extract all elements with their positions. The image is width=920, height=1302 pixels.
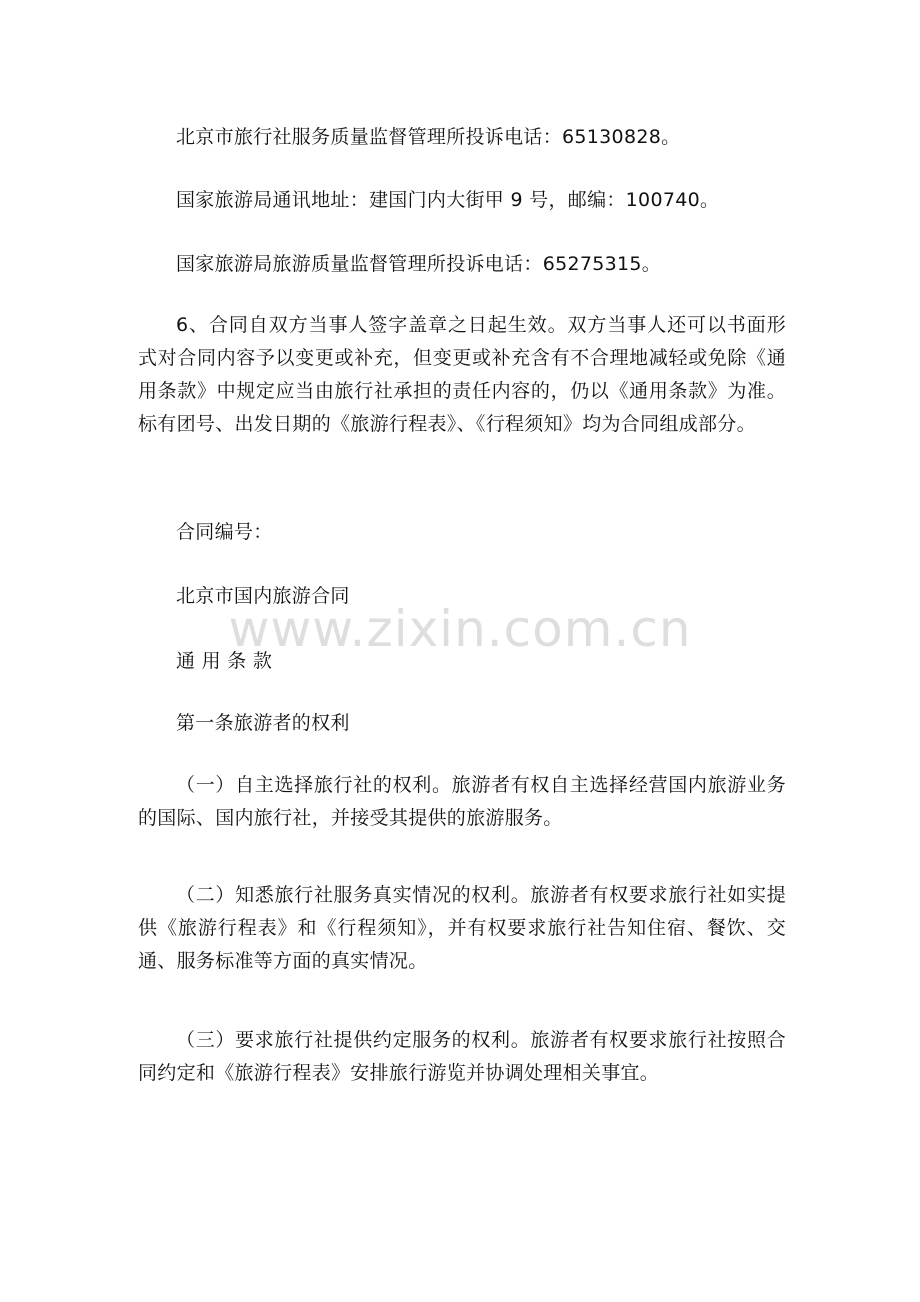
paragraph-contract-number: 合同编号：: [176, 521, 273, 543]
paragraph-right-2: （二）知悉旅行社服务真实情况的权利。旅游者有权要求旅行社如实提供《旅游行程表》和《行程须知》，并有权要求旅行社告知住宿、餐饮、交通、服务标准等方面的真实情况。: [138, 884, 786, 972]
watermark-text: www.zixin.com.cn: [228, 600, 692, 658]
paragraph-right-1: （一）自主选择旅行社的权利。旅游者有权自主选择经营国内旅游业务的国际、国内旅行社，并接受其提供的旅游服务。: [138, 774, 786, 829]
paragraph-article-1-heading: 第一条旅游者的权利: [176, 712, 350, 734]
paragraph-tourism-bureau-address: 国家旅游局通讯地址：建国门内大街甲 9 号，邮编：100740。: [176, 189, 720, 211]
paragraph-general-terms-heading: 通 用 条 款: [176, 650, 273, 672]
paragraph-right-3: （三）要求旅行社提供约定服务的权利。旅游者有权要求旅行社按照合同约定和《旅游行程表》安排旅行游览并协调处理相关事宜。: [138, 1029, 786, 1084]
paragraph-clause-6: 6、合同自双方当事人签字盖章之日起生效。双方当事人还可以书面形式对合同内容予以变更或补充，但变更或补充含有不合理地减轻或免除《通用条款》中规定应当由旅行社承担的责任内容的，仍以《通用条款》为准。标有团号、出发日期的《旅游行程表》、《行程须知》均为合同组成部分。: [138, 314, 786, 435]
paragraph-complaint-phone-beijing: 北京市旅行社服务质量监督管理所投诉电话：65130828。: [176, 126, 681, 148]
paragraph-complaint-phone-national: 国家旅游局旅游质量监督管理所投诉电话：65275315。: [176, 253, 662, 275]
paragraph-contract-title: 北京市国内旅游合同: [176, 585, 350, 607]
